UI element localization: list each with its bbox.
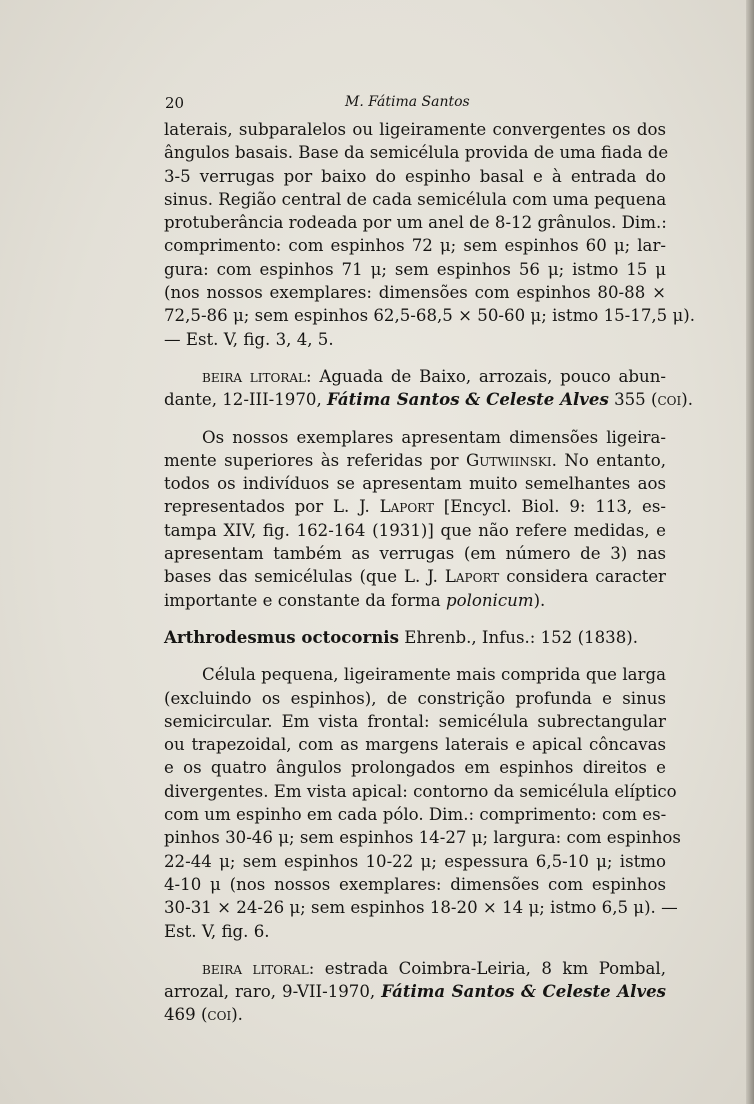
collection-record-2 bbox=[164, 957, 666, 1027]
herbarium-code: coi bbox=[657, 390, 682, 410]
text-span: representados por L. J. bbox=[164, 497, 380, 517]
text-line: (nos nossos exemplares: dimensões com espinhos 80-88 × bbox=[164, 283, 666, 303]
text-line: semicircular. Em vista frontal: semicélula subrectangular bbox=[164, 711, 666, 731]
text-line: ou trapezoidal, com as margens laterais e apical côncavas bbox=[164, 735, 666, 755]
text-line: 22-44 μ; sem espinhos 10-22 μ; espessura 6,5-10 μ; istmo bbox=[164, 851, 666, 871]
form-name: polonicum bbox=[445, 590, 534, 610]
region-name: beira litoral bbox=[202, 366, 307, 386]
text-span: importante e constante da forma bbox=[164, 590, 446, 610]
punct: ). bbox=[681, 390, 694, 410]
description-paragraph-1 bbox=[164, 118, 696, 351]
text-line: todos os indivíduos se apresentam muito semelhantes aos bbox=[164, 474, 666, 494]
locality: : Aguada de Baixo, arrozais, pouco abun- bbox=[306, 366, 667, 386]
species-heading bbox=[164, 626, 666, 649]
text-span: considera caracter bbox=[499, 567, 666, 587]
record-date: dante, 12-III-1970, bbox=[164, 390, 328, 410]
text-span: [Encycl. Biol. 9: 113, es- bbox=[434, 497, 666, 517]
text-line: 30-31 × 24-26 μ; sem espinhos 18-20 × 14 μ; istmo 6,5 μ). — bbox=[164, 898, 678, 918]
author-name: Laport bbox=[444, 567, 500, 587]
text-line: comprimento: com espinhos 72 μ; sem espinhos 60 μ; lar- bbox=[164, 236, 666, 256]
author-name: Gutwiinski bbox=[466, 450, 552, 470]
page-body bbox=[164, 118, 696, 1027]
text-line: laterais, subparalelos ou ligeiramente convergentes os dos bbox=[164, 120, 666, 139]
text-line: — Est. V, fig. 3, 4, 5. bbox=[164, 329, 334, 349]
text-line: Est. V, fig. 6. bbox=[164, 921, 270, 941]
region-name: beira litoral bbox=[202, 958, 309, 978]
page-number: 20 bbox=[165, 94, 185, 112]
text-line: 3-5 verrugas por baixo do espinho basal e à entrada do bbox=[164, 166, 666, 186]
page-edge-shadow bbox=[746, 0, 754, 1104]
punct: ). bbox=[231, 1005, 243, 1025]
text-span: mente superiores às referidas por bbox=[164, 450, 467, 470]
running-head: M. Fátima Santos bbox=[345, 94, 470, 110]
record-number: 469 ( bbox=[164, 1005, 208, 1025]
author-name: Laport bbox=[379, 497, 434, 517]
text-line: apresentam também as verrugas (em número de 3) nas bbox=[164, 544, 666, 564]
herbarium-code: coi bbox=[207, 1005, 232, 1025]
species-name: Arthrodesmus octocornis bbox=[164, 626, 399, 647]
text-line: tampa XIV, fig. 162-164 (1931)] que não refere medidas, e bbox=[164, 520, 666, 540]
text-span: bases das semicélulas (que L. J. bbox=[164, 567, 445, 587]
text-line: Os nossos exemplares apresentam dimensões ligeira- bbox=[202, 427, 666, 447]
page-header bbox=[165, 94, 665, 114]
text-line: sinus. Região central de cada semicélula com uma pequena bbox=[164, 189, 667, 209]
text-line: pinhos 30-46 μ; sem espinhos 14-27 μ; largura: com espinhos bbox=[164, 828, 681, 848]
text-line: ângulos basais. Base da semicélula provida de uma fiada de bbox=[164, 143, 669, 163]
collectors: Fátima Santos & Celeste Alves bbox=[381, 981, 666, 1002]
description-paragraph-2 bbox=[164, 663, 681, 943]
record-number: 355 ( bbox=[608, 390, 658, 410]
text-line: e os quatro ângulos prolongados em espinhos direitos e bbox=[164, 758, 666, 778]
text-line: divergentes. Em vista apical: contorno da semicélula elíptico bbox=[164, 781, 677, 801]
text-line: 72,5-86 μ; sem espinhos 62,5-68,5 × 50-60 μ; istmo 15-17,5 μ). bbox=[164, 306, 696, 326]
text-span: ). bbox=[533, 590, 546, 610]
collectors: Fátima Santos & Celeste Alves bbox=[327, 389, 609, 410]
text-line: protuberância rodeada por um anel de 8-12 grânulos. Dim.: bbox=[164, 213, 667, 233]
text-line: (excluindo os espinhos), de constrição profunda e sinus bbox=[164, 688, 666, 708]
text-line: Célula pequena, ligeiramente mais comprida que larga bbox=[202, 665, 666, 685]
species-citation: Ehrenb., Infus.: 152 (1838). bbox=[398, 627, 639, 647]
text-line: 4-10 μ (nos nossos exemplares: dimensões com espinhos bbox=[164, 874, 666, 894]
text-line: com um espinho em cada pólo. Dim.: comprimento: com es- bbox=[164, 805, 667, 825]
text-span: . No entanto, bbox=[551, 450, 666, 470]
text-line: gura: com espinhos 71 μ; sem espinhos 56 μ; istmo 15 μ bbox=[164, 259, 666, 279]
locality: : estrada Coimbra-Leiria, 8 km Pombal, bbox=[308, 958, 667, 978]
discussion-paragraph bbox=[164, 426, 666, 612]
collection-record-1 bbox=[164, 365, 694, 412]
record-date: arrozal, raro, 9-VII-1970, bbox=[164, 982, 382, 1002]
